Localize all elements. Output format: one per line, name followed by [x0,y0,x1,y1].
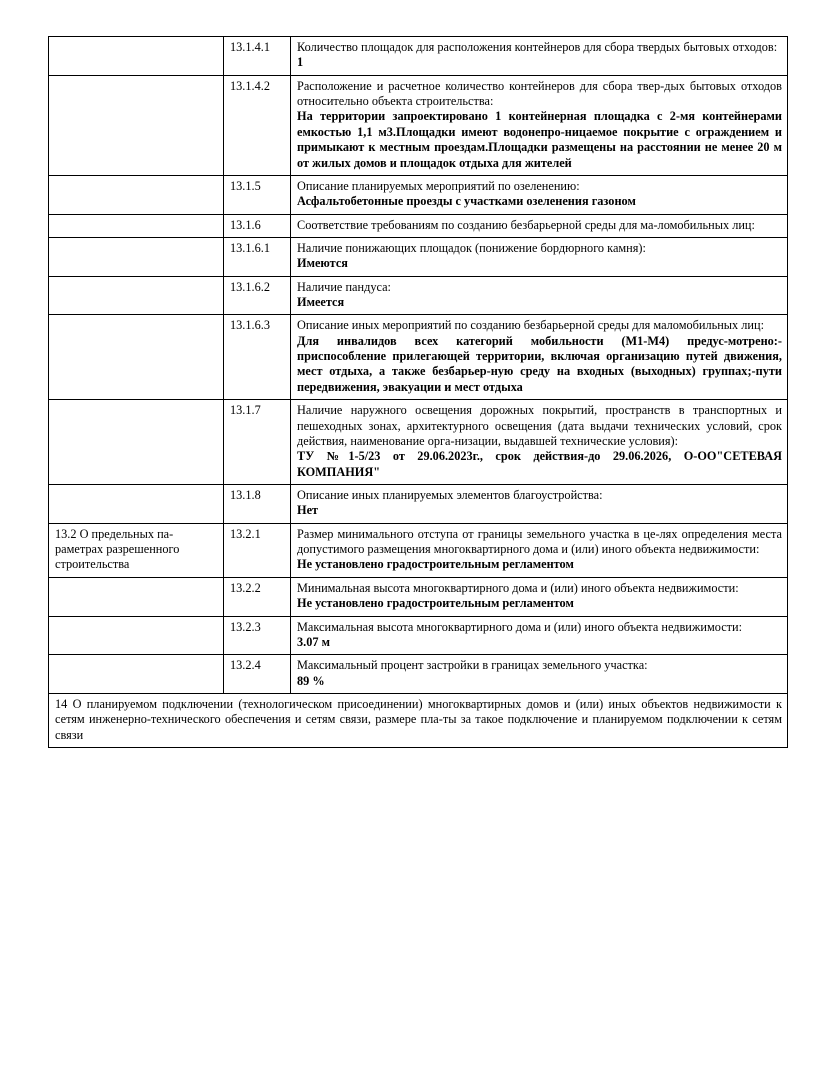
row-value: Асфальтобетонные проезды с участками озеленения газоном [297,194,636,209]
row-description: Минимальная высота многоквартирного дома и (или) иного объекта недвижимости: [297,580,739,595]
row-value: Для инвалидов всех категорий мобильности (М1-М4) предус-мотрено:-приспособление прилегающей территории, включая организацию путей движения, мест отдыха, а также безбарьер-ную среду на входных (выходных) группах;-пути передвижения, эвакуации и мест отдыха [297,333,782,394]
table-row [49,175,788,214]
row-section-label [49,276,224,315]
parameters-table [48,36,788,748]
table-row [49,315,788,400]
row-code: 13.1.4.2 [224,75,291,175]
row-value: Не установлено градостроительным регламентом [297,557,574,572]
row-description: Количество площадок для расположения контейнеров для сбора твердых бытовых отходов: [297,40,778,54]
table-row [49,616,788,655]
row-section-label [49,484,224,523]
row-section-label [49,37,224,76]
table-row [49,75,788,175]
row-description: Наличие понижающих площадок (понижение бордюрного камня): [297,240,646,255]
table-row [49,276,788,315]
row-section-label [49,315,224,400]
row-value: Не установлено градостроительным регламентом [297,596,574,611]
table-row [49,484,788,523]
table-row [49,214,788,237]
row-content [291,523,788,577]
row-description: Соответствие требованиям по созданию безбарьерной среды для ма-ломобильных лиц: [297,217,755,232]
row-value: На территории запроектировано 1 контейнерная площадка с 2-мя контейнерами емкостью 1,1 м3.Площадки имеют водонепро-ницаемое покрытие с ограждением и примыкают к местным проездам.Площадки размещены на расстоянии не менее 20 м от жилых домов и площадок отдыха для жителей [297,109,782,170]
row-section-label [49,577,224,616]
row-content [291,237,788,276]
row-code: 13.2.4 [224,655,291,694]
table-row [49,237,788,276]
row-code: 13.1.6.2 [224,276,291,315]
row-description: Описание планируемых мероприятий по озеленению: [297,178,580,193]
row-description: Наличие наружного освещения дорожных покрытий, пространств в транспортных и пешеходных зонах, архитектурного освещения (дата выдачи технических условий, срок действия, наименование орга-низации, выдавшей технические условия): [297,403,782,448]
table-row [49,523,788,577]
row-description: Максимальный процент застройки в границах земельного участка: [297,658,648,673]
footer-cell [49,693,788,747]
row-value: Нет [297,503,319,518]
table-row [49,655,788,694]
row-value: 3.07 м [297,634,330,649]
table-row-footer [49,693,788,747]
row-code: 13.1.6.3 [224,315,291,400]
row-value: Имеются [297,256,348,271]
table-row [49,577,788,616]
row-description: Размер минимального отступа от границы земельного участка в це-лях определения места допустимого размещения многоквартирного дома и (или) иного объекта недвижимости: [297,526,782,557]
row-value: Имеется [297,295,345,310]
row-section-label [49,616,224,655]
row-code: 13.1.6 [224,214,291,237]
row-value: ТУ №1-5/23 от 29.06.2023г., срок действия-до 29.06.2026, О-ОО"СЕТЕВАЯ КОМПАНИЯ" [297,449,782,479]
row-section-label [49,400,224,485]
row-content [291,315,788,400]
row-content [291,484,788,523]
row-description: Расположение и расчетное количество контейнеров для сбора твер-дых бытовых отходов относительно объекта строительства: [297,78,782,109]
row-section-label [49,655,224,694]
row-content [291,75,788,175]
row-content [291,37,788,76]
row-code: 13.2.3 [224,616,291,655]
footer-paragraph: 14 О планируемом подключении (технологическом присоединении) многоквартирных домов и (или) иных объектов недвижимости к сетям инженерно-технического обеспечения и сетям связи, размере пла-ты за такое подключение и планируемом подключении к сетям связи [55,696,782,742]
row-section-label: 13.2 О предельных па-раметрах разрешенного строительства [49,523,224,577]
row-code: 13.2.1 [224,523,291,577]
row-description: Максимальная высота многоквартирного дома и (или) иного объекта недвижимости: [297,619,743,634]
row-code: 13.1.4.1 [224,37,291,76]
row-section-label [49,237,224,276]
row-code: 13.2.2 [224,577,291,616]
row-value: 89 % [297,673,325,688]
row-section-label [49,214,224,237]
row-code: 13.1.7 [224,400,291,485]
table-row [49,400,788,485]
row-description: Наличие пандуса: [297,279,391,294]
row-content [291,655,788,694]
row-description: Описание иных мероприятий по созданию безбарьерной среды для маломобильных лиц: [297,318,764,333]
row-content [291,175,788,214]
row-content [291,616,788,655]
row-code: 13.1.8 [224,484,291,523]
row-content [291,214,788,237]
row-section-label [49,175,224,214]
row-code: 13.1.5 [224,175,291,214]
row-description: Описание иных планируемых элементов благоустройства: [297,487,603,502]
row-content [291,577,788,616]
row-content [291,276,788,315]
row-value: 1 [297,55,304,70]
table-body [49,37,788,748]
row-code: 13.1.6.1 [224,237,291,276]
row-content [291,400,788,485]
table-row [49,37,788,76]
row-section-label [49,75,224,175]
